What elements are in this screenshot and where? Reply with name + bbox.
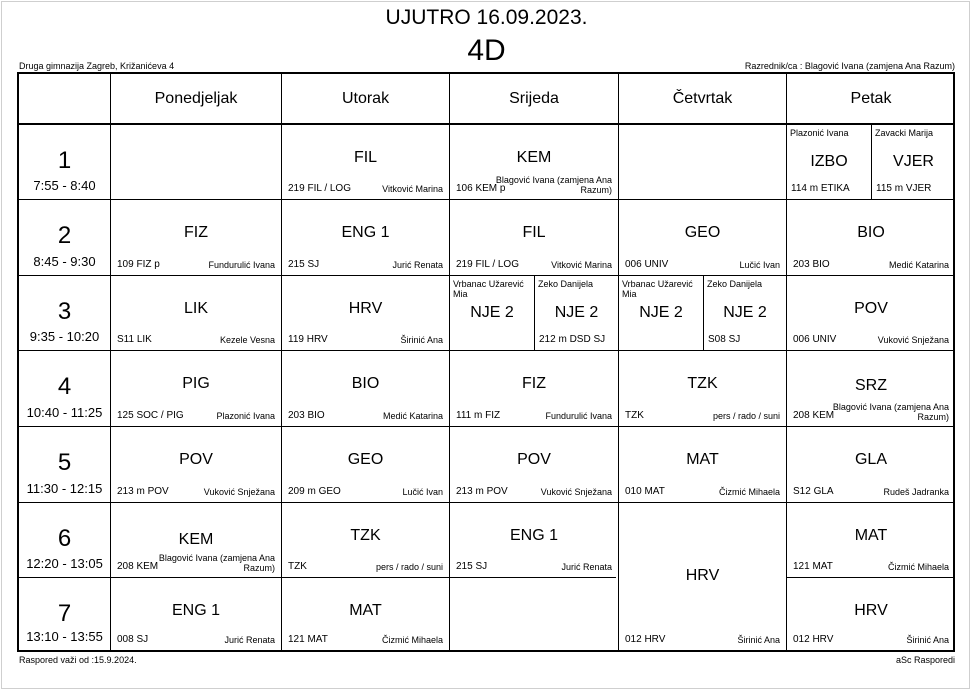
lesson-teacher: pers / rado / suni: [712, 411, 780, 421]
lesson-cell[interactable]: [282, 200, 449, 275]
lesson-cell[interactable]: [450, 351, 618, 426]
lesson-room: 012 HRV: [625, 634, 666, 645]
lesson-subject: ENG 1: [171, 602, 220, 619]
schedule-title: UJUTRO 16.09.2023.: [385, 6, 588, 29]
lesson-cell[interactable]: [450, 200, 618, 275]
lesson-room: 008 SJ: [117, 634, 149, 645]
lesson-subject: SRZ: [855, 377, 887, 394]
lesson-room: TZK: [288, 561, 307, 572]
lesson-subject: VJER: [893, 153, 934, 170]
lesson-teacher: Lučić Ivan: [739, 260, 780, 270]
lesson-room: 121 MAT: [793, 561, 833, 572]
lesson-room: 215 SJ: [456, 561, 488, 572]
lesson-cell[interactable]: [787, 578, 955, 650]
lesson-subject: BIO: [351, 375, 380, 392]
lesson-room: 119 HRV: [288, 334, 328, 345]
lesson-teacher: Jurić Renata: [561, 562, 612, 572]
period-label: [19, 276, 110, 350]
class-name: 4D: [467, 34, 506, 67]
lesson-subject: POV: [517, 451, 551, 468]
lesson-teacher: Širinić Ana: [400, 335, 443, 345]
lesson-room: 109 FIZ p: [117, 259, 160, 270]
period-label: [19, 125, 110, 199]
lesson-subject: POV: [179, 451, 213, 468]
lesson-teacher: Fundurulić Ivana: [208, 260, 275, 270]
period-number: 2: [57, 222, 72, 249]
lesson-teacher: Kezele Vesna: [219, 335, 275, 345]
valid-from-note: Raspored važi od :15.9.2024.: [19, 655, 137, 665]
lesson-room: 213 m POV: [117, 486, 169, 497]
lesson-room: 208 KEM: [117, 561, 159, 572]
day-header-friday: Petak: [850, 89, 892, 107]
period-time: 10:40 - 11:25: [26, 405, 103, 420]
lesson-subject: FIZ: [184, 224, 208, 241]
lesson-subject: IZBO: [810, 153, 848, 170]
timetable-grid: [17, 72, 955, 652]
lesson-cell[interactable]: [787, 503, 955, 577]
lesson-room: 208 KEM: [793, 410, 835, 421]
lesson-teacher: Vuković Snježana: [540, 487, 612, 497]
lesson-cell[interactable]: [450, 503, 618, 577]
lesson-subcell[interactable]: [704, 276, 786, 350]
lesson-room: 209 m GEO: [288, 486, 341, 497]
lesson-cell[interactable]: [619, 427, 786, 502]
lesson-cell[interactable]: [282, 503, 449, 577]
lesson-teacher: Čizmić Mihaela: [887, 562, 949, 572]
lesson-room: 203 BIO: [288, 410, 325, 421]
lesson-cell[interactable]: [619, 200, 786, 275]
lesson-teacher: Jurić Renata: [392, 260, 443, 270]
lesson-room: 203 BIO: [793, 259, 830, 270]
lesson-subject: ENG 1: [509, 527, 558, 544]
lesson-cell[interactable]: [282, 125, 449, 199]
lesson-teacher: Fundurulić Ivana: [545, 411, 612, 421]
lesson-teacher: Blagović Ivana (zamjena Ana Razum): [158, 553, 275, 573]
lesson-subject: MAT: [349, 602, 382, 619]
lesson-subject: NJE 2: [723, 304, 767, 321]
lesson-room: S08 SJ: [708, 334, 741, 345]
lesson-subcell[interactable]: [787, 125, 871, 199]
lesson-cell-split[interactable]: [787, 125, 955, 199]
lesson-room: 006 UNIV: [793, 334, 837, 345]
period-time: 12:20 - 13:05: [26, 556, 103, 571]
lesson-cell[interactable]: [111, 503, 281, 577]
lesson-subject: FIZ: [522, 375, 546, 392]
lesson-teacher: Blagović Ivana (zamjena Ana Razum): [495, 175, 612, 195]
lesson-cell-split[interactable]: [619, 276, 786, 350]
lesson-teacher: Zeko Danijela: [707, 279, 763, 289]
lesson-subject: HRV: [685, 567, 720, 584]
lesson-teacher: Širinić Ana: [737, 635, 780, 645]
lesson-teacher: Plazonić Ivana: [790, 128, 849, 138]
lesson-teacher: Vuković Snježana: [203, 487, 275, 497]
lesson-teacher: Čizmić Mihaela: [718, 487, 780, 497]
lesson-subcell[interactable]: [619, 276, 703, 350]
lesson-teacher: Vrbanac Užarević Mia: [622, 279, 693, 299]
lesson-room: 219 FIL / LOG: [288, 183, 351, 194]
lesson-room: 111 m FIZ: [456, 410, 501, 421]
lesson-teacher: Rudeš Jadranka: [883, 487, 949, 497]
lesson-cell[interactable]: [111, 427, 281, 502]
lesson-room: 121 MAT: [288, 634, 328, 645]
period-number: 6: [57, 525, 72, 552]
lesson-teacher: Lučić Ivan: [402, 487, 443, 497]
period-number: 1: [57, 147, 72, 174]
period-label: [19, 200, 110, 275]
lesson-cell[interactable]: [282, 578, 449, 650]
period-label: [19, 578, 110, 650]
day-header-wednesday: Srijeda: [509, 89, 559, 107]
lesson-teacher: Zeko Danijela: [538, 279, 594, 289]
lesson-cell[interactable]: [282, 427, 449, 502]
lesson-cell[interactable]: [787, 351, 955, 426]
lesson-subject: NJE 2: [639, 304, 683, 321]
lesson-cell-split[interactable]: [450, 276, 618, 350]
lesson-teacher: Vrbanac Užarević Mia: [453, 279, 524, 299]
day-header-tuesday: Utorak: [341, 89, 390, 107]
school-name: Druga gimnazija Zagreb, Križanićeva 4: [19, 61, 175, 71]
lesson-subject: GLA: [854, 451, 887, 468]
lesson-subject: HRV: [854, 602, 888, 619]
lesson-subject: NJE 2: [470, 304, 514, 321]
lesson-room: 006 UNIV: [625, 259, 669, 270]
lesson-cell[interactable]: [111, 276, 281, 350]
lesson-room: 212 m DSD SJ: [539, 334, 606, 345]
period-number: 4: [57, 373, 72, 400]
lesson-subject: GEO: [347, 451, 384, 468]
lesson-subject: KEM: [516, 149, 552, 166]
lesson-teacher: Zavacki Marija: [875, 128, 934, 138]
period-time: 9:35 - 10:20: [29, 329, 100, 344]
lesson-subject: ENG 1: [341, 224, 390, 241]
lesson-room: 215 SJ: [288, 259, 320, 270]
lesson-teacher: Vitković Marina: [551, 260, 612, 270]
lesson-room: S11 LIK: [117, 334, 152, 345]
lesson-subject: MAT: [686, 451, 719, 468]
lesson-cell[interactable]: [450, 125, 618, 199]
lesson-cell[interactable]: [787, 276, 955, 350]
lesson-teacher: Medić Katarina: [888, 260, 949, 270]
lesson-cell[interactable]: [450, 427, 618, 502]
period-time: 11:30 - 12:15: [26, 481, 103, 496]
period-time: 13:10 - 13:55: [26, 629, 103, 644]
lesson-room: 115 m VJER: [876, 183, 932, 194]
class-teacher: Razrednik/ca : Blagović Ivana (zamjena Ana Razum): [744, 61, 955, 71]
period-number: 5: [57, 449, 72, 476]
lesson-room: 114 m ETIKA: [791, 183, 850, 194]
lesson-teacher: pers / rado / suni: [375, 562, 443, 572]
lesson-teacher: Blagović Ivana (zamjena Ana Razum): [832, 402, 949, 422]
period-number: 3: [57, 298, 72, 325]
lesson-cell[interactable]: [111, 351, 281, 426]
lesson-teacher: Medić Katarina: [382, 411, 443, 421]
lesson-subject: NJE 2: [554, 304, 599, 321]
lesson-cell[interactable]: [111, 578, 281, 650]
brand-label: aSc Rasporedi: [895, 655, 955, 665]
lesson-room: S12 GLA: [793, 486, 834, 497]
lesson-room: TZK: [625, 410, 644, 421]
lesson-room: 010 MAT: [625, 486, 665, 497]
lesson-subject: FIL: [522, 224, 546, 241]
lesson-subject: POV: [854, 300, 888, 317]
lesson-teacher: Plazonić Ivana: [216, 411, 275, 421]
period-number: 7: [57, 600, 72, 627]
lesson-subcell[interactable]: [535, 276, 618, 350]
lesson-teacher: Širinić Ana: [906, 635, 949, 645]
lesson-subject: HRV: [348, 300, 383, 317]
lesson-teacher: Čizmić Mihaela: [381, 635, 443, 645]
lesson-cell[interactable]: [619, 351, 786, 426]
lesson-room: 125 SOC / PIG: [117, 410, 184, 421]
lesson-teacher: Jurić Renata: [224, 635, 275, 645]
lesson-cell[interactable]: [282, 351, 449, 426]
lesson-subject: PIG: [182, 375, 210, 392]
lesson-subject: KEM: [178, 531, 214, 548]
lesson-subject: LIK: [183, 300, 208, 317]
lesson-cell[interactable]: [787, 200, 955, 275]
period-label: [19, 351, 110, 426]
lesson-subcell[interactable]: [450, 276, 534, 350]
period-time: 7:55 - 8:40: [33, 178, 96, 193]
lesson-cell[interactable]: [111, 200, 281, 275]
lesson-subcell[interactable]: [872, 125, 955, 199]
lesson-room: 106 KEM p: [456, 183, 506, 194]
lesson-teacher: Vuković Snježana: [877, 335, 949, 345]
lesson-room: 012 HRV: [793, 634, 834, 645]
lesson-subject: TZK: [687, 375, 718, 392]
lesson-cell-double[interactable]: [619, 503, 786, 650]
lesson-teacher: Vitković Marina: [382, 184, 443, 194]
lesson-room: 213 m POV: [456, 486, 508, 497]
lesson-subject: BIO: [857, 224, 885, 241]
lesson-subject: MAT: [854, 527, 888, 544]
lesson-cell[interactable]: [282, 276, 449, 350]
period-time: 8:45 - 9:30: [33, 254, 96, 269]
lesson-subject: GEO: [684, 224, 721, 241]
lesson-subject: FIL: [353, 149, 378, 166]
day-header-thursday: Četvrtak: [672, 89, 733, 107]
lesson-cell[interactable]: [787, 427, 955, 502]
period-label: [19, 427, 110, 502]
day-header-monday: Ponedjeljak: [154, 89, 238, 107]
lesson-subject: TZK: [350, 527, 381, 544]
period-label: [19, 503, 110, 577]
lesson-room: 219 FIL / LOG: [456, 259, 519, 270]
